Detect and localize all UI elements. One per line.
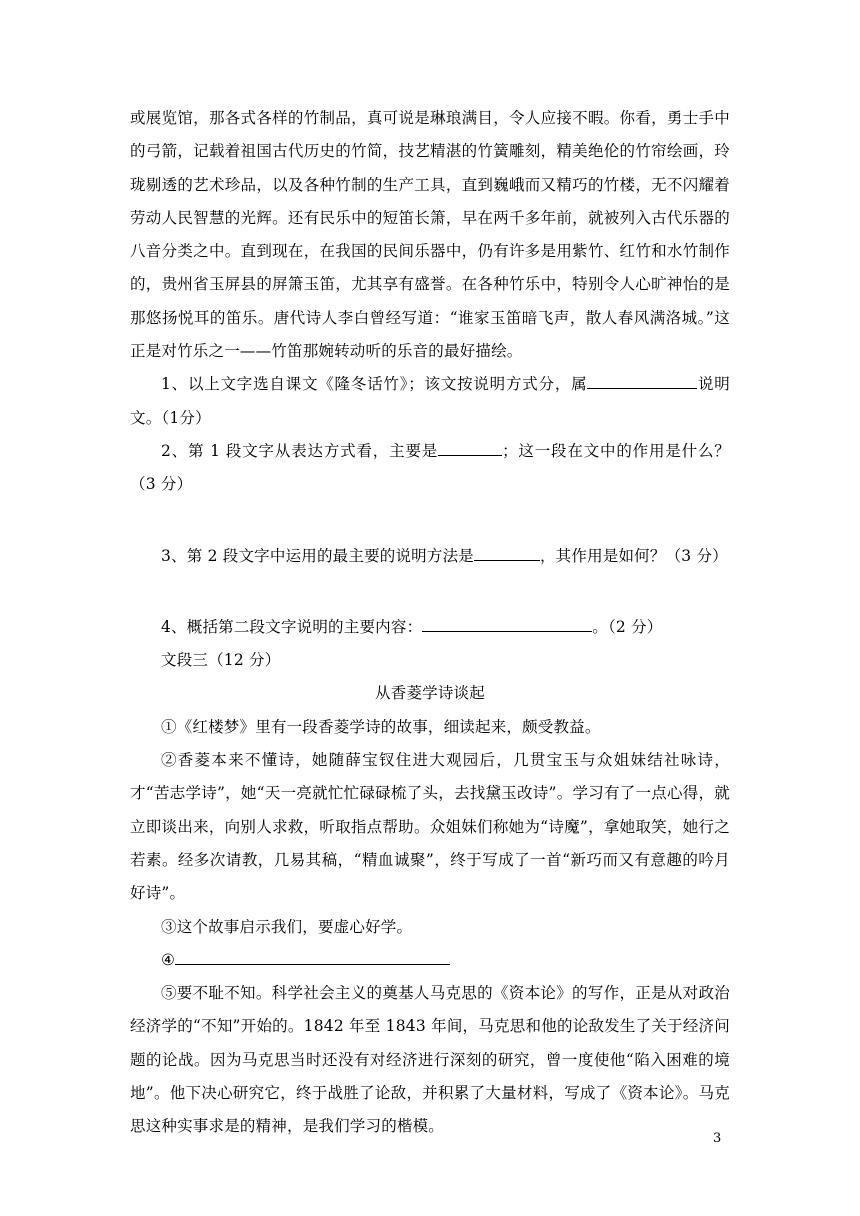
question-3-tail: ，其作用是如何？（3 分） bbox=[539, 546, 728, 565]
answer-blank-2[interactable] bbox=[438, 454, 502, 456]
article-paragraph-4 bbox=[130, 944, 730, 977]
answer-blank-1[interactable] bbox=[587, 387, 697, 389]
paragraph-4-label: ④ bbox=[161, 950, 176, 969]
paragraph-bamboo-products: 或展览馆，那各式各样的竹制品，真可说是琳琅满目，令人应接不暇。你看，勇士手中的弓箭，记载着祖国古代历史的竹简，技艺精湛的竹簧雕刻，精美绝伦的竹帘绘画，玲珑剔透的艺术珍品，以及各种竹制的生产工具，直到巍峨而又精巧的竹楼，无不闪耀着劳动人民智慧的光辉。还有民乐中的短笛长箫，早在两千多年前，就被列入古代乐器的八音分类之中。直到现在，在我国的民间乐器中，仍有许多是用紫竹、红竹和水竹制作的，贵州省玉屏县的屏箫玉笛，尤其享有盛誉。在各种竹乐中，特别令人心旷神怡的是那悠扬悦耳的笛乐。唐代诗人李白曾经写道：“谁家玉笛暗飞声，散人春风满洛城。”这正是对竹乐之一——竹笛那婉转动听的乐音的最好描绘。 bbox=[130, 109, 730, 361]
answer-blank-4[interactable] bbox=[422, 630, 592, 632]
answer-blank-paragraph-4[interactable] bbox=[175, 963, 450, 965]
article-paragraph-5: ⑤要不耻不知。科学社会主义的奠基人马克思的《资本论》的写作，正是从对政治经济学的“不知”开始的。1842 年至 1843 年间，马克思和他的论敌发生了关于经济问题的论战。因为马克思当时还没有对经济进行深刻的研究，曾一度使他“陷入困难的境地”。他下决心研究它，终于战胜了论敌，并积累了大量材料，写成了《资本论》。马克思这种实事求是的精神，是我们学习的楷模。 bbox=[130, 984, 730, 1136]
article-paragraph-3: ③这个故事启示我们，要虚心好学。 bbox=[161, 917, 413, 936]
question-1 bbox=[130, 368, 730, 435]
question-4-tail: 。（2 分） bbox=[592, 617, 663, 636]
question-2-tail: ；这一段在文中的作用是什么？（3 分） bbox=[130, 441, 730, 494]
question-1-tail: 说明文。（1分） bbox=[130, 375, 730, 427]
section-3-header: 文段三（12 分） bbox=[161, 651, 281, 670]
question-4 bbox=[130, 611, 730, 644]
question-3-text: 3、第 2 段文字中运用的最主要的说明方法是 bbox=[161, 546, 474, 565]
page-number: 3 bbox=[713, 1131, 722, 1146]
question-3 bbox=[130, 540, 730, 573]
question-2-text: 2、第 1 段文字从表达方式看，主要是 bbox=[161, 441, 439, 460]
answer-space-2 bbox=[130, 502, 730, 540]
answer-space-3 bbox=[130, 573, 730, 611]
question-1-text: 1、以上文字选自课文《隆冬话竹》；该文按说明方式分，属 bbox=[161, 375, 588, 394]
article-paragraph-2: ②香菱本来不懂诗，她随薛宝钗住进大观园后，几贯宝玉与众姐妹结社咏诗，才“苦志学诗”，她“天一亮就忙忙碌碌梳了头，去找黛玉改诗”。学习有了一点心得，就立即谈出来，向别人求救，听取指点帮助。众姐妹们称她为“诗魔”，拿她取笑，她行之若素。经多次请教，几易其稿，“精血诚聚”，终于写成了一首“新巧而又有意趣的吟月好诗”。 bbox=[130, 751, 730, 903]
article-title: 从香菱学诗谈起 bbox=[375, 684, 485, 703]
article-paragraph-1: ①《红楼梦》里有一段香菱学诗的故事，细读起来，颇受教益。 bbox=[161, 717, 601, 736]
question-4-text: 4、概括第二段文字说明的主要内容： bbox=[161, 617, 423, 636]
question-2 bbox=[130, 435, 730, 502]
page-content bbox=[130, 102, 730, 1144]
answer-blank-3[interactable] bbox=[474, 559, 540, 561]
